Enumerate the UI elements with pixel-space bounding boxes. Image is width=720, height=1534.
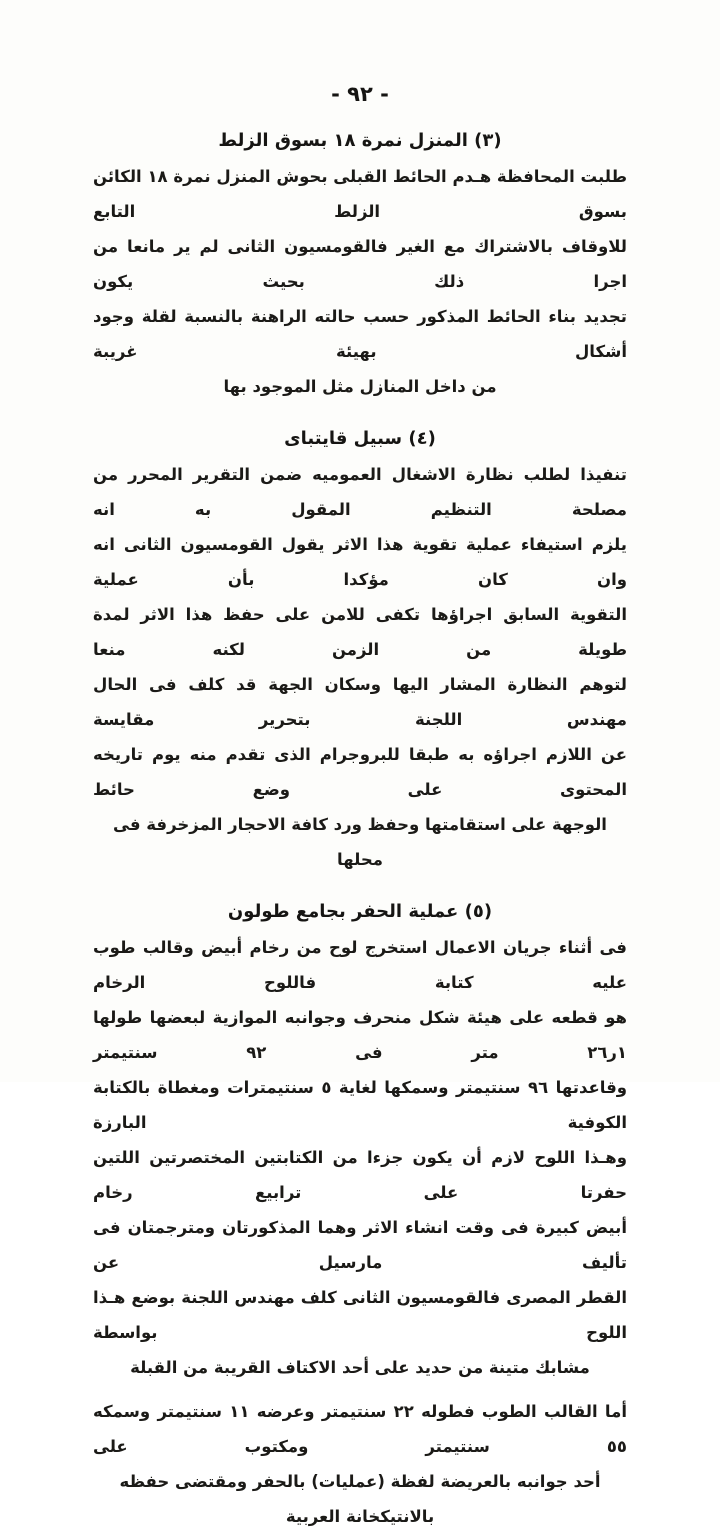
text-line: أبيض كبيرة فى وقت انشاء الاثر وهما المذكورتان ومترجمتان فى تأليف مارسيل عن [93, 1218, 627, 1272]
text-line: الوجهة على استقامتها وحفظ ورد كافة الاحجار المزخرفة فى محلها [113, 815, 607, 869]
text-line: أما القالب الطوب فطوله ٢٢ سنتيمتر وعرضه ١١ سنتيمتر وسمكه ٥٥ سنتيمتر ومكتوب على [93, 1402, 627, 1456]
text-line: تنفيذا لطلب نظارة الاشغال العموميه ضمن التقرير المحرر من مصلحة التنظيم المقول به انه [93, 465, 627, 519]
text-line: طلبت المحافظة هـدم الحائط القبلى بحوش المنزل نمرة ١٨ الكائن بسوق الزلط التابع [93, 167, 627, 221]
page-number: - ٩٢ - [331, 82, 389, 106]
text-line: وهـذا اللوح لازم أن يكون جزءا من الكتابتين المختصرتين اللتين حفرتا على ترابيع رخام [93, 1148, 627, 1202]
text-line: فى أثناء جريان الاعمال استخرج لوح من رخام أبيض وقالب طوب عليه كتابة فاللوح الرخام [93, 938, 627, 992]
text-line: وقاعدتها ٩٦ سنتيمتر وسمكها لغاية ٥ سنتيمترات ومغطاة بالكتابة الكوفية البارزة [93, 1078, 628, 1132]
text-column [93, 0, 627, 1534]
section-excavation-tulun-mosque [93, 901, 627, 1534]
paragraph [93, 457, 627, 877]
paragraph [93, 159, 627, 404]
text-line: عن اللازم اجراؤه به طبقا للبروجرام الذى تقدم منه يوم تاريخه المحتوى على وضع حائط [93, 745, 627, 799]
paragraph [93, 1394, 627, 1534]
text-line: أحد جوانبه بالعريضة لفظة (عمليات) بالحفر ومقتضى حفظه بالانتيكخانة العربية [119, 1472, 601, 1526]
text-line: تجديد بناء الحائط المذكور حسب حالته الراهنة بالنسبة لقلة وجود أشكال بهيئة غريبة [93, 307, 627, 361]
text-line: هو قطعه على هيئة شكل منحرف وجوانبه الموازية لبعضها طولها ١ر٢٦ متر فى ٩٢ سنتيمتر [93, 1008, 627, 1062]
text-line: القطر المصرى فالقومسيون الثانى كلف مهندس اللجنة بوضع هـذا اللوح بواسطة [93, 1288, 627, 1342]
section-house-18-souq-zalat [93, 130, 627, 404]
text-line: التقوية السابق اجراؤها تكفى للامن على حفظ هذا الاثر لمدة طويلة من الزمن لكنه منعا [93, 605, 627, 659]
text-line: مشابك متينة من حديد على أحد الاكتاف القريبة من القبلة [130, 1358, 590, 1377]
text-line: يلزم استيفاء عملية تقوية هذا الاثر يقول القومسيون الثانى انه وان كان مؤكدا بأن عملية [93, 535, 627, 589]
section-heading: (٣) المنزل نمرة ١٨ بسوق الزلط [218, 130, 502, 151]
text-line: لتوهم النظارة المشار اليها وسكان الجهة قد كلف فى الحال مهندس اللجنة بتحرير مقايسة [93, 675, 627, 729]
text-line: من داخل المنازل مثل الموجود بها [223, 377, 497, 396]
section-sabil-qaytbay [93, 428, 627, 877]
text-line: للاوقاف بالاشتراك مع الغير فالقومسيون الثانى لم ير مانعا من اجرا ذلك بحيث يكون [93, 237, 627, 291]
paragraph [93, 930, 627, 1385]
section-heading: (٤) سبيل قايتباى [284, 428, 436, 449]
section-heading: (٥) عملية الحفر بجامع طولون [227, 901, 493, 922]
